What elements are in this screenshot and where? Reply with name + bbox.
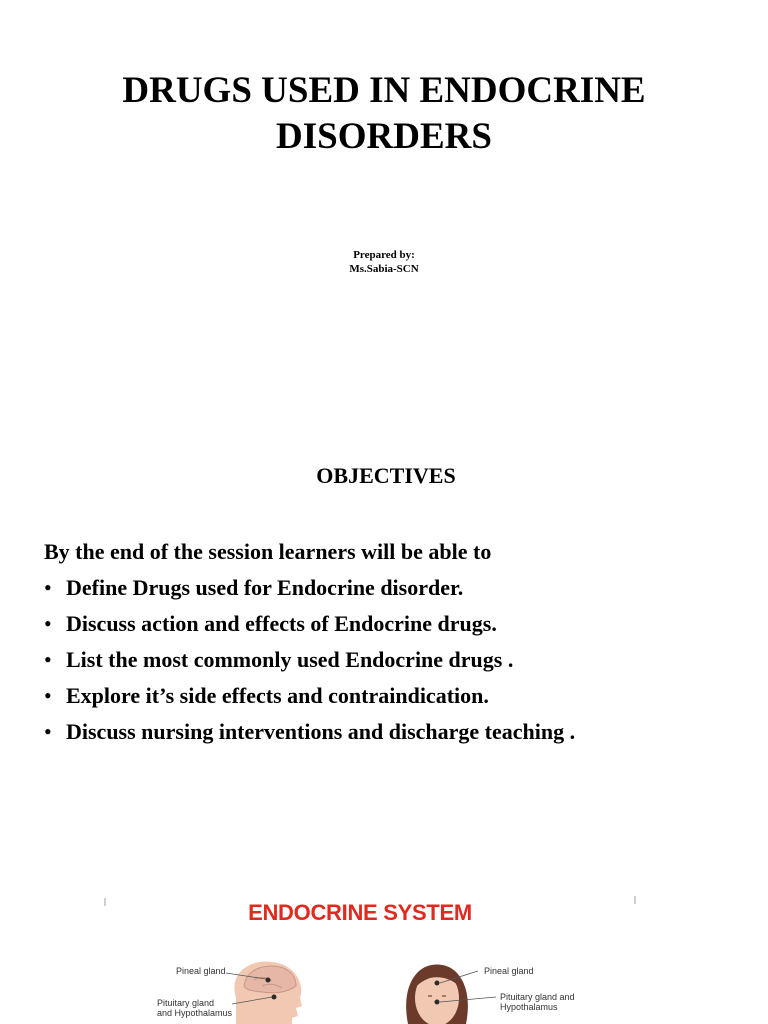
slide-title xyxy=(40,68,728,160)
list-item xyxy=(44,682,575,718)
pineal-gland-dot xyxy=(266,978,271,983)
label-line: and Hypothalamus xyxy=(157,1008,233,1018)
prepared-by-label: Prepared by: xyxy=(353,249,415,261)
list-item xyxy=(44,718,575,754)
bullet-icon: • xyxy=(44,647,52,672)
list-item xyxy=(44,610,575,646)
label-line: Hypothalamus xyxy=(500,1002,558,1012)
objective-text: Discuss action and effects of Endocrine drugs. xyxy=(66,611,497,636)
objectives-slide xyxy=(0,440,768,800)
label-pituitary-gland-right xyxy=(500,992,575,1012)
list-item xyxy=(44,646,575,682)
label-line: Pituitary gland and xyxy=(500,992,575,1002)
bullet-icon: • xyxy=(44,719,52,744)
prepared-by-block xyxy=(0,248,768,276)
endocrine-figure-slide xyxy=(0,880,768,1024)
author-name: Ms.Sabia-SCN xyxy=(349,263,419,275)
head-profile-illustration xyxy=(226,962,302,1024)
objective-text: Explore it’s side effects and contraindication. xyxy=(66,683,489,708)
bullet-icon: • xyxy=(44,575,52,600)
title-line-1: DRUGS USED IN ENDOCRINE xyxy=(122,70,646,111)
objective-text: Define Drugs used for Endocrine disorder. xyxy=(66,575,464,600)
label-pineal-gland-left: Pineal gland xyxy=(176,966,226,976)
face-front-illustration xyxy=(406,965,496,1024)
objective-text: List the most commonly used Endocrine drugs . xyxy=(66,647,514,672)
pineal-gland-dot xyxy=(435,981,440,986)
figure-heading: ENDOCRINE SYSTEM xyxy=(248,900,472,925)
endocrine-illustration xyxy=(0,880,768,1024)
label-pituitary-gland-left xyxy=(157,998,232,1018)
label-pineal-gland-right: Pineal gland xyxy=(484,966,534,976)
label-line: Pituitary gland xyxy=(157,998,215,1008)
bullet-icon: • xyxy=(44,611,52,636)
list-item xyxy=(44,574,575,610)
pituitary-gland-dot xyxy=(435,1000,440,1005)
objective-text: Discuss nursing interventions and discharge teaching . xyxy=(66,719,576,744)
objectives-lead: By the end of the session learners will be able to xyxy=(44,539,492,564)
title-line-2: DISORDERS xyxy=(276,116,492,157)
bullet-icon: • xyxy=(44,683,52,708)
pituitary-gland-dot xyxy=(272,995,277,1000)
title-slide xyxy=(0,0,768,300)
objectives-list xyxy=(44,574,575,754)
objectives-heading: OBJECTIVES xyxy=(316,463,456,488)
